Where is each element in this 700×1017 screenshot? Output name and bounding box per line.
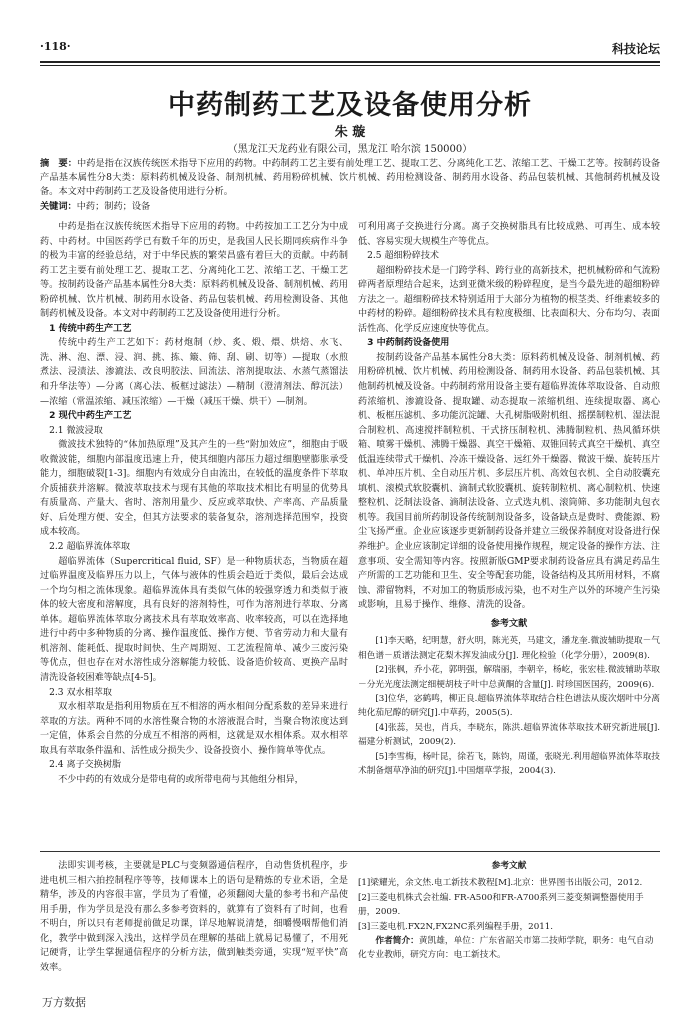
page-number: ·118· xyxy=(40,40,71,53)
reference-item: [5]李雪梅，杨叶昆，徐若飞，陈钧，周谨，张晓光.利用超临界流体萃取技术制备烟草净油的研究[J].中国烟草学报，2004(3). xyxy=(358,751,660,776)
reference-item: [1]李天略，纪明慧，舒火明，陈光英，马建文，潘龙奎.微波辅助提取－气相色谱－质谱法测定花梨木挥发油成分[J]. 理化检验（化学分册），2009(8). xyxy=(358,636,660,661)
author-bio xyxy=(358,934,660,963)
section-heading: 3 中药制药设备使用 xyxy=(367,338,450,349)
paragraph: 可利用离子交换进行分离。离子交换树脂具有比较成熟、可再生、成本较低、容易实现大规模生产等优点。 xyxy=(358,222,660,247)
reference-item: [3]三菱电机.FX2N,FX2NC系列编程手册，2011. xyxy=(358,921,554,932)
paragraph: 法即实训考核，主要就是PLC与变频器通信程序，自动售货机程序，步进电机三相六拍控制程序等等，技师课本上的语句是精炼的专业术语，全是精华，涉及的内容很丰富，学员为了看懂，必须翻阅大量的参考书和产品使用手册，作为学员是没有那么多参考资料的，就算有了资料有了时间，也看不明白，所以只有老师提前做足功课，详尽地解说清楚，细嚼慢咽帮他们消化，教学中做到深入浅出，这样学员在理解的基础上就易记易懂了，不用死记硬背，让学生掌握通信程序的分析方法，做到触类旁通，实现“短平快”高效率。 xyxy=(40,861,348,973)
paragraph: 微波技术独特的“体加热原理”及其产生的一些“附加效应”，细胞由于吸收微波能，细胞内部温度迅速上升，使其细胞内部压力超过细胞壁膨胀承受能力，细胞破裂[1-3]。细胞内有效成分自由流出，在较低的温度条件下萃取介质捕获并溶解。微波萃取技术与现有其他的萃取技术相比有明显的优势具有质量高、产量大、省时、溶剂用量少、反应或萃取快、产率高、产品质量好、后处理方便、安全，但其方法要求的装备复杂，溶剂选择范围窄，投资成本较高。 xyxy=(40,440,348,538)
reference-item: [3]位华，宓鹤鸣，柳正良.超临界流体萃取结合柱色谱法从废次烟叶中分离纯化茄尼醇的研究[J].中草药，2005(5). xyxy=(358,693,660,719)
abstract xyxy=(40,157,660,199)
article-author: 朱 璇 xyxy=(334,125,366,140)
right-column xyxy=(358,220,660,848)
section-heading: 2 现代中药生产工艺 xyxy=(49,411,132,422)
paragraph: 超临界流体（Supercritical fluid, SF）是一种物质状态，当物质在超过临界温度及临界压力以上，气体与液体的性质会趋近于类似，最后会达成一个均匀相之流体现象。超临界流体具有类似气体的较强穿透力和类似于液体的较大密度和溶解度，具有良好的溶剂特性，可作为溶剂进行萃取、分离单体。超临界流体萃取分离技术具有萃取效率高、收率较高，可以在选择地进行中药中多种物质的分离、操作温度低、操作方便、节省劳动力和大量有机溶剂、能耗低、提取时间快、生产周期短、工艺流程简单、减少三废污染等优点，但也存在对水溶性成分溶解能力较低、设备造价较高、更换产品时清洗设备较困难等缺点[4-5]。 xyxy=(40,556,348,683)
abstract-text: 中药是指在汉族传统医术指导下应用的药物。中药制药工艺主要有前处理工艺、提取工艺、分离纯化工艺、浓缩工艺、干燥工艺等。按制药设备产品基本属性分8大类：原料药机械及设备、制剂机械、药用粉碎机械、饮片机械、药用检测设备、制药用水设备、药品包装机械、其他制药机械及设备。本文对中药制药工艺及设备使用进行分析。 xyxy=(40,158,661,197)
paragraph: 超细粉碎技术是一门跨学科、跨行业的高新技术，把机械粉碎和气流粉碎两者原理结合起来，达到亚微米级的粉碎程度，是当今最先进的超细粉碎方法之一。超细粉碎技术特别适用于大部分为植物的根茎类、纤维素较多的中药材的粉碎。超细粉碎技术具有粒度极细、比表面积大、分布均匀、表面活性高、化学反应速度快等优点。 xyxy=(358,265,660,334)
watermark-footer: 万方数据 xyxy=(42,996,86,1009)
paragraph: 按制药设备产品基本属性分8大类：原料药机械及设备、制剂机械、药用粉碎机械、饮片机械、药用检测设备、制药用水设备、药品包装机械、其他制药机械及设备。中药制药常用设备主要有超临界流体萃取设备、自动煎药浓缩机、渗漉设备、提取罐、动态提取－浓缩机组、连续提取器、离心机、板框压滤机、多功能沉淀罐、大孔树脂吸附机组、摇摆制粒机、湿法混合制粒机、高速搅拌制粒机、干式挤压制粒机、沸腾制粒机、热风循环烘箱、喷雾干燥机、沸腾干燥器、真空干燥箱、双锥回转式真空干燥机、真空低温连续带式干燥机、冷冻干燥设备、远红外干燥器、微波干燥、旋转压片机、单冲压片机、全自动压片机、多层压片机、高效包衣机、全自动胶囊充填机、滚模式软胶囊机、滴制式软胶囊机、旋转制粒机、离心制粒机、快速整粒机、泛制法设备、滴制法设备、立式选丸机、滚筒筛、多功能制丸包衣机等。我国目前所药制设备传统制剂设备多，设备缺点是费时、费能源、粉尘飞扬严重。企业应该逐步更新制药设备并建立三级保养制度对设备进行保养维护。企业应该制定详细的设备使用操作规程，规定设备的操作方法、注意事项、安全需知等内容。按照新版GMP要求制药设备应具有满足药品生产所需的工艺功能和卫生、安全等配套功能，设备结构及其所用材料，不腐蚀、滞留物料，不对加工的物质形成污染，也不对生产以外的环境产生污染或影响，且易于操作、维修、清洗的设备。 xyxy=(358,352,660,611)
author-bio-label: 作者简介： xyxy=(375,936,419,947)
subsection-heading: 2.1 微波浸取 xyxy=(49,425,103,436)
page-header xyxy=(40,40,660,60)
article-divider xyxy=(40,851,660,852)
subsection-heading: 2.3 双水相萃取 xyxy=(49,687,112,698)
keywords-label: 关键词： xyxy=(40,201,77,212)
reference-item: [2]张枫，乔小花，郭明强，解瑞丽，李朝辛，杨屹，张宏桂.微波辅助萃取－分光光度法测定细梗胡枝子叶中总黄酮的含量[J]. 时珍国医国药，2009(6). xyxy=(358,665,660,690)
reference-item: [4]张蕊，吴也，肖兵，李晓东，陈洪.超临界流体萃取技术研究新进展[J].福建分析测试，2009(2). xyxy=(358,722,660,748)
header-rule xyxy=(40,61,660,63)
keywords-text: 中药；制药；设备 xyxy=(76,201,151,212)
left-column xyxy=(40,220,348,848)
references-heading: 参考文献 xyxy=(491,861,527,871)
paragraph: 不少中药的有效成分是带电荷的或所带电荷与其他组分相异， xyxy=(58,774,304,785)
paragraph: 传统中药生产工艺如下：药材炮制（炒、炙、煅、煨、烘焙、水飞、洗、淋、泡、漂、浸、润、挑、拣、簸、筛、刮、刷、切等）—提取（水煎煮法、浸渍法、渗漉法、改良明胶法、回流法、溶剂提取法、水蒸气蒸馏法和升华法等）—分离（离心法、板框过滤法）—精制（澄清剂法、醇沉法）—浓缩（常温浓缩、减压浓缩）—干燥（减压干燥、烘干）—制剂。 xyxy=(40,338,348,407)
column-name: 科技论坛 xyxy=(611,42,660,56)
article-title: 中药制药工艺及设备使用分析 xyxy=(168,90,532,121)
reference-item: [1]梁耀光，余文烋.电工新技术教程[M].北京：世界图书出版公司，2012. xyxy=(358,878,643,889)
paragraph: 双水相萃取是指利用物质在互不相溶的两水相间分配系数的差异来进行萃取的方法。两种不同的水溶性聚合物的水溶液混合时，当聚合物浓度达到一定值，体系会自然的分成互不相溶的两相，这就是双水相体系。双水相萃取具有萃取条件温和、活性成分损失少、设备投资小、操作简单等优点。 xyxy=(40,702,348,756)
previous-article-references xyxy=(358,859,660,963)
header-rule-thin xyxy=(40,65,660,66)
author-affiliation: （黑龙江天龙药业有限公司，黑龙江 哈尔滨 150000） xyxy=(227,144,473,155)
section-heading: 1 传统中药生产工艺 xyxy=(49,323,132,334)
references-heading: 参考文献 xyxy=(490,618,528,629)
subsection-heading: 2.2 超临界流体萃取 xyxy=(49,542,131,553)
author-bio-text: 黄凯雄，单位：广东省韶关市第二技师学院，职务：电气自动化专业教师，研究方向：电工新技术。 xyxy=(358,936,654,961)
keywords xyxy=(40,200,660,214)
subsection-heading: 2.4 离子交换树脂 xyxy=(49,760,122,771)
subsection-heading: 2.5 超细粉碎技术 xyxy=(367,251,440,262)
reference-item: [2]三菱电机株式会社编. FR-A500和FR-A700系列三菱变频调整器使用手册，2009. xyxy=(358,892,644,918)
abstract-label: 摘 要： xyxy=(40,158,78,169)
previous-article-tail xyxy=(40,859,348,975)
paragraph: 中药是指在汉族传统医术指导下应用的药物。中药按加工工艺分为中成药、中药材。中国医药学已有数千年的历史，是我国人民长期同疾病作斗争的极为丰富的经验总结，对于中华民族的繁荣昌盛有着巨大的贡献。中药制药工艺主要有前处理工艺、提取工艺、分离纯化工艺、浓缩工艺、干燥工艺等。按制药设备产品基本属性分8大类：原料药机械及设备、制剂机械、药用粉碎机械、饮片机械、制药用水设备、药品包装机械、药用检测设备、其他制药机械及设备。本文对中药制药工艺及设备使用进行分析。 xyxy=(40,222,348,320)
